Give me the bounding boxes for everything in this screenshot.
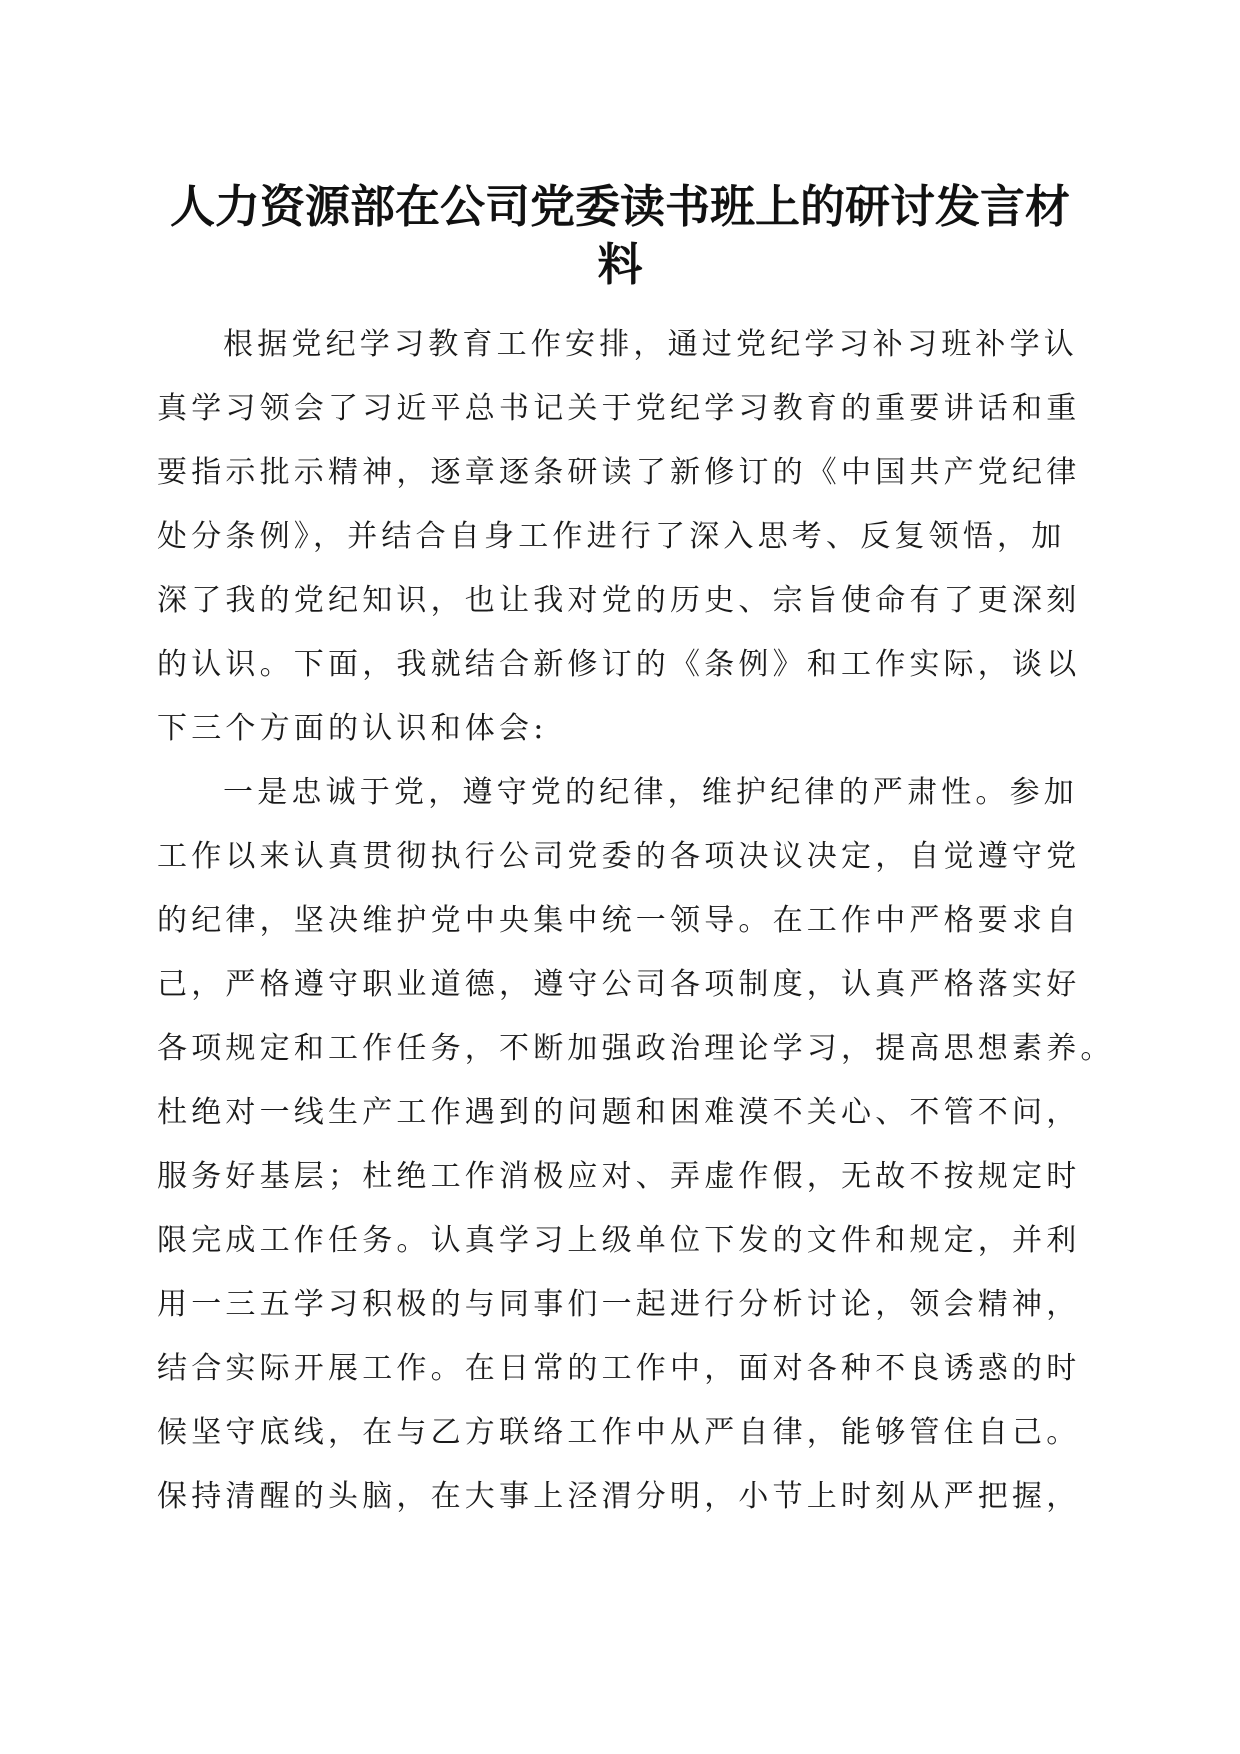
paragraph-line: 各项规定和工作任务，不断加强政治理论学习，提高思想素养。 bbox=[157, 1031, 1115, 1066]
paragraph-line: 处分条例》，并结合自身工作进行了深入思考、反复领悟，加 bbox=[157, 519, 1066, 554]
paragraph-line: 根据党纪学习教育工作安排，通过党纪学习补习班补学认 bbox=[223, 327, 1078, 362]
paragraph-loyalty bbox=[157, 761, 1115, 1529]
paragraph-line: 的认识。下面，我就结合新修订的《条例》和工作实际，谈以 bbox=[157, 647, 1081, 682]
paragraph-line: 候坚守底线，在与乙方联络工作中从严自律，能够管住自己。 bbox=[157, 1415, 1081, 1450]
title-line: 料 bbox=[597, 238, 643, 291]
paragraph-line: 要指示批示精神，逐章逐条研读了新修订的《中国共产党纪律 bbox=[157, 455, 1081, 490]
document-title bbox=[150, 178, 1090, 294]
paragraph-line: 限完成工作任务。认真学习上级单位下发的文件和规定，并利 bbox=[157, 1223, 1081, 1258]
paragraph-intro bbox=[157, 313, 1092, 761]
paragraph-line: 一是忠诚于党，遵守党的纪律，维护纪律的严肃性。参加 bbox=[223, 775, 1078, 810]
title-line: 人力资源部在公司党委读书班上的研讨发言材 bbox=[169, 180, 1070, 233]
paragraph-line: 工作以来认真贯彻执行公司党委的各项决议决定，自觉遵守党 bbox=[157, 839, 1081, 874]
paragraph-line: 用一三五学习积极的与同事们一起进行分析讨论，领会精神， bbox=[157, 1287, 1081, 1322]
paragraph-line: 下三个方面的认识和体会: bbox=[157, 711, 548, 746]
paragraph-line: 己，严格遵守职业道德，遵守公司各项制度，认真严格落实好 bbox=[157, 967, 1081, 1002]
document-body bbox=[157, 313, 1115, 1529]
paragraph-line: 结合实际开展工作。在日常的工作中，面对各种不良诱惑的时 bbox=[157, 1351, 1081, 1386]
paragraph-line: 真学习领会了习近平总书记关于党纪学习教育的重要讲话和重 bbox=[157, 391, 1081, 426]
paragraph-line: 深了我的党纪知识，也让我对党的历史、宗旨使命有了更深刻 bbox=[157, 583, 1081, 618]
paragraph-line: 的纪律，坚决维护党中央集中统一领导。在工作中严格要求自 bbox=[157, 903, 1081, 938]
paragraph-line: 保持清醒的头脑，在大事上泾渭分明，小节上时刻从严把握， bbox=[157, 1479, 1081, 1514]
paragraph-line: 杜绝对一线生产工作遇到的问题和困难漠不关心、不管不问， bbox=[157, 1095, 1081, 1130]
paragraph-line: 服务好基层；杜绝工作消极应对、弄虚作假，无故不按规定时 bbox=[157, 1159, 1081, 1194]
